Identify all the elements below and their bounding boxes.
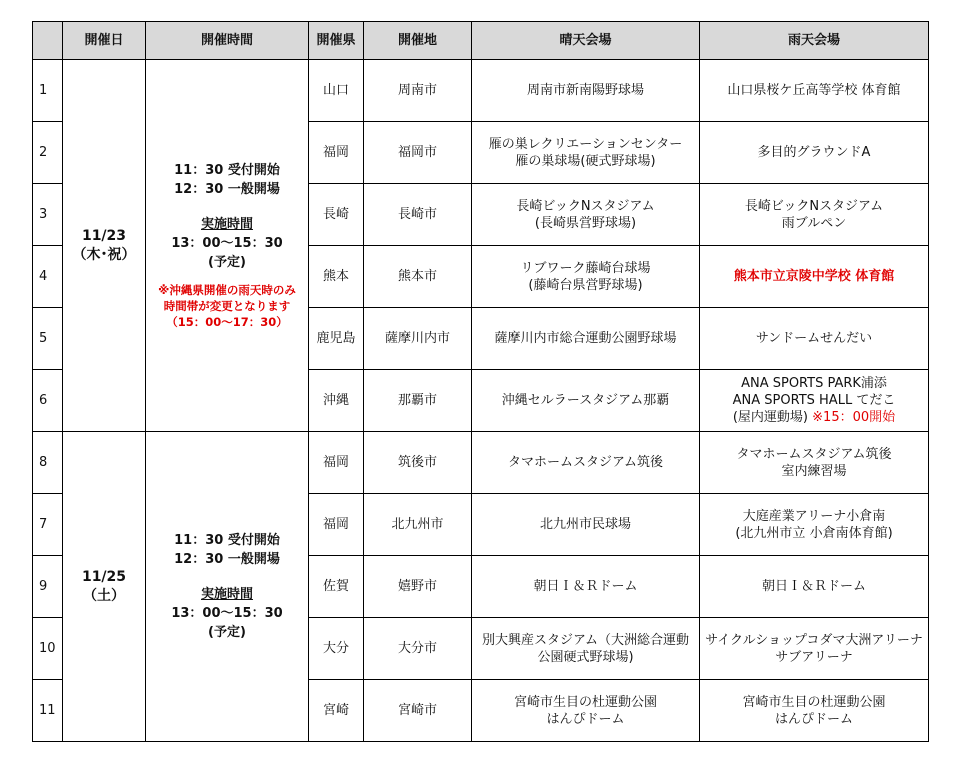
- rain-venue: サンドームせんだい: [700, 308, 929, 370]
- prefecture: 佐賀: [309, 556, 364, 618]
- row-number: 1: [33, 60, 63, 122]
- exec-time: 13：00～15：30: [171, 236, 283, 251]
- table-row: [33, 432, 929, 494]
- tentative-label: (予定): [208, 255, 246, 270]
- event-date: 11/25: [81, 568, 127, 585]
- row-number: 5: [33, 308, 63, 370]
- city: 那覇市: [364, 370, 472, 432]
- prefecture: 大分: [309, 618, 364, 680]
- city: 嬉野市: [364, 556, 472, 618]
- sunny-venue: 北九州市民球場: [472, 494, 700, 556]
- event-date-cell: [63, 60, 146, 432]
- reception-time: 11：30 受付開始: [174, 533, 280, 548]
- okinawa-note-line3: （15：00～17：30）: [166, 315, 288, 329]
- prefecture: 沖縄: [309, 370, 364, 432]
- rain-venue: 朝日Ｉ＆Ｒドーム: [700, 556, 929, 618]
- prefecture: 福岡: [309, 494, 364, 556]
- schedule-table: [32, 21, 929, 742]
- row-number: 11: [33, 680, 63, 742]
- schedule-table-wrapper: [32, 21, 929, 742]
- prefecture: 福岡: [309, 432, 364, 494]
- event-date-cell: [63, 432, 146, 742]
- exec-label: 実施時間: [200, 587, 253, 602]
- exec-label: 実施時間: [200, 217, 253, 232]
- header-row: [33, 22, 929, 60]
- row-number: 8: [33, 432, 63, 494]
- rain-venue: タマホームスタジアム筑後 室内練習場: [700, 432, 929, 494]
- rain-venue-highlight: 熊本市立京陵中学校 体育館: [733, 269, 895, 284]
- header-city: 開催地: [364, 22, 472, 60]
- event-time-cell: [146, 432, 309, 742]
- prefecture: 山口: [309, 60, 364, 122]
- row-number: 9: [33, 556, 63, 618]
- city: 周南市: [364, 60, 472, 122]
- event-day: （土）: [83, 587, 125, 604]
- sunny-venue: リブワーク藤崎台球場 (藤崎台県営野球場): [472, 246, 700, 308]
- prefecture: 熊本: [309, 246, 364, 308]
- sunny-venue: 沖縄セルラースタジアム那覇: [472, 370, 700, 432]
- rain-venue: 大庭産業アリーナ小倉南 (北九州市立 小倉南体育館): [700, 494, 929, 556]
- city: 福岡市: [364, 122, 472, 184]
- row-number: 2: [33, 122, 63, 184]
- sunny-venue: 朝日Ｉ＆Ｒドーム: [472, 556, 700, 618]
- sunny-venue: 薩摩川内市総合運動公園野球場: [472, 308, 700, 370]
- city: 宮崎市: [364, 680, 472, 742]
- rain-venue: 長崎ビックNスタジアム 雨ブルペン: [700, 184, 929, 246]
- tentative-label: (予定): [208, 625, 246, 640]
- rain-start-note: ※15：00開始: [812, 410, 896, 425]
- rain-venue: サイクルショップコダマ大洲アリーナ サブアリーナ: [700, 618, 929, 680]
- sunny-venue: 長崎ビックNスタジアム (長崎県営野球場): [472, 184, 700, 246]
- row-number: 10: [33, 618, 63, 680]
- header-rain-venue: 雨天会場: [700, 22, 929, 60]
- table-row: [33, 60, 929, 122]
- rain-venue: ANA SPORTS PARK浦添 ANA SPORTS HALL てだこ (屋内運動場) ※15：00開始: [700, 370, 929, 432]
- rain-venue: 多目的グラウンドA: [700, 122, 929, 184]
- sunny-venue: 宮崎市生目の杜運動公園 はんぴドーム: [472, 680, 700, 742]
- city: 筑後市: [364, 432, 472, 494]
- city: 熊本市: [364, 246, 472, 308]
- prefecture: 鹿児島: [309, 308, 364, 370]
- city: 長崎市: [364, 184, 472, 246]
- open-time: 12：30 一般開場: [174, 182, 280, 197]
- prefecture: 宮崎: [309, 680, 364, 742]
- event-day: （木･祝）: [72, 246, 136, 263]
- row-number: 3: [33, 184, 63, 246]
- sunny-venue: 雁の巣レクリエーションセンター 雁の巣球場(硬式野球場): [472, 122, 700, 184]
- row-number: 6: [33, 370, 63, 432]
- rain-venue: 宮崎市生目の杜運動公園 はんぴドーム: [700, 680, 929, 742]
- sunny-venue: 周南市新南陽野球場: [472, 60, 700, 122]
- exec-time: 13：00～15：30: [171, 606, 283, 621]
- okinawa-note-line2: 時間帯が変更となります: [163, 299, 291, 313]
- row-number: 4: [33, 246, 63, 308]
- sunny-venue: 別大興産スタジアム（大洲総合運動 公園硬式野球場): [472, 618, 700, 680]
- rain-venue: [700, 246, 929, 308]
- sunny-venue: タマホームスタジアム筑後: [472, 432, 700, 494]
- header-date: 開催日: [63, 22, 146, 60]
- row-number: 7: [33, 494, 63, 556]
- event-time-cell: [146, 60, 309, 432]
- city: 大分市: [364, 618, 472, 680]
- open-time: 12：30 一般開場: [174, 552, 280, 567]
- header-time: 開催時間: [146, 22, 309, 60]
- city: 薩摩川内市: [364, 308, 472, 370]
- event-date: 11/23: [81, 227, 127, 244]
- header-index: [33, 22, 63, 60]
- prefecture: 長崎: [309, 184, 364, 246]
- prefecture: 福岡: [309, 122, 364, 184]
- header-prefecture: 開催県: [309, 22, 364, 60]
- header-sunny-venue: 晴天会場: [472, 22, 700, 60]
- rain-venue: 山口県桜ケ丘高等学校 体育館: [700, 60, 929, 122]
- reception-time: 11：30 受付開始: [174, 163, 280, 178]
- okinawa-note-line1: ※沖縄県開催の雨天時のみ: [158, 283, 296, 297]
- city: 北九州市: [364, 494, 472, 556]
